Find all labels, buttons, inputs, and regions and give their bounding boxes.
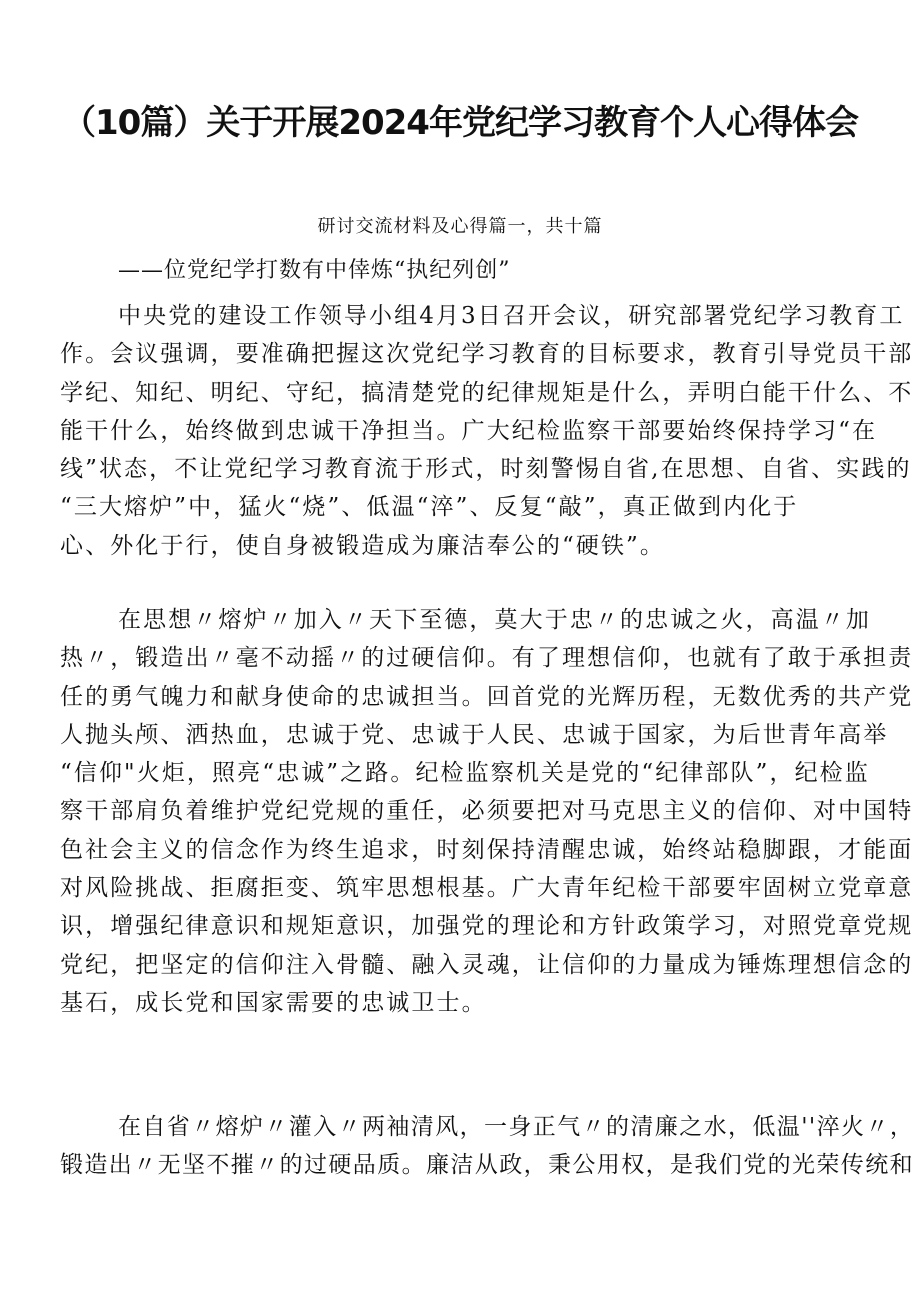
text-line: 线”状态，不让党纪学习教育流于形式，时刻警惕自省,在思想、自省、实践的 bbox=[60, 456, 912, 483]
text-line: 察干部肩负着维护党纪党规的重任，必须要把对马克思主义的信仰、对中国特 bbox=[60, 798, 914, 825]
paragraph-3 bbox=[60, 1108, 915, 1185]
text-line: 识，增强纪律意识和规矩意识，加强党的理论和方针政策学习，对照党章党规 bbox=[60, 913, 914, 940]
text-line: “信仰"火炬，照亮“忠诚”之路。纪检监察机关是党的“纪律部队”，纪检监 bbox=[60, 760, 870, 787]
document-title: （10篇）关于开展2024年党纪学习教育个人心得体会 bbox=[62, 103, 858, 143]
paragraph-1 bbox=[60, 297, 914, 565]
document-subtitle: 研讨交流材料及心得篇一，共十篇 bbox=[317, 216, 603, 237]
text-line: 锻造出〃无坚不摧〃的过硬品质。廉洁从政，秉公用权，是我们党的光荣传统和 bbox=[60, 1152, 914, 1179]
text-line: 人抛头颅、洒热血，忠诚于党、忠诚于人民、忠诚于国家，为后世青年高举 bbox=[60, 721, 889, 748]
paragraph-2 bbox=[60, 601, 914, 1022]
text-line: 基石，成长党和国家需要的忠诚卫士。 bbox=[60, 989, 487, 1016]
text-line: 学纪、知纪、明纪、守纪，搞清楚党的纪律规矩是什么，弄明白能干什么、不 bbox=[60, 379, 914, 406]
text-line: “三大熔炉”中，猛火“烧”、低温“淬”、反复“敲”，真正做到内化于 bbox=[60, 494, 799, 521]
text-line: 色社会主义的信念作为终生追求，时刻保持清醒忠诚，始终站稳脚跟，才能面 bbox=[60, 836, 914, 863]
text-line: 在思想〃熔炉〃加入〃天下至德，莫大于忠〃的忠诚之火，高温〃加 bbox=[118, 607, 871, 633]
text-line: 任的勇气魄力和献身使命的忠诚担当。回首党的光辉历程，无数优秀的共产党 bbox=[60, 683, 914, 710]
text-line: 党纪，把坚定的信仰注入骨髓、融入灵魂，让信仰的力量成为锤炼理想信念的 bbox=[60, 951, 914, 978]
text-line: 作。会议强调，要准确把握这次党纪学习教育的目标要求，教育引导党员干部 bbox=[60, 341, 914, 368]
text-line: 心、外化于行，使自身被锻造成为廉洁奉公的“硬铁”。 bbox=[60, 532, 666, 559]
text-line: 在自省〃熔炉〃灌入〃两袖清风，一身正气〃的清廉之水，低温''淬火〃， bbox=[118, 1114, 915, 1140]
text-line: 对风险挑战、拒腐拒变、筑牢思想根基。广大青年纪检干部要牢固树立党章意 bbox=[60, 875, 914, 902]
text-line: 热〃，锻造出〃毫不动摇〃的过硬信仰。有了理想信仰，也就有了敢于承担责 bbox=[60, 645, 914, 672]
text-line: 能干什么，始终做到忠诚干净担当。广大纪检监察干部要始终保持学习“在 bbox=[60, 417, 878, 444]
text-line: 中央党的建设工作领导小组4月3日召开会议，研究部署党纪学习教育工 bbox=[118, 303, 905, 329]
article-theme: ——位党纪学打数有中倖炼“执纪列创” bbox=[118, 258, 511, 283]
